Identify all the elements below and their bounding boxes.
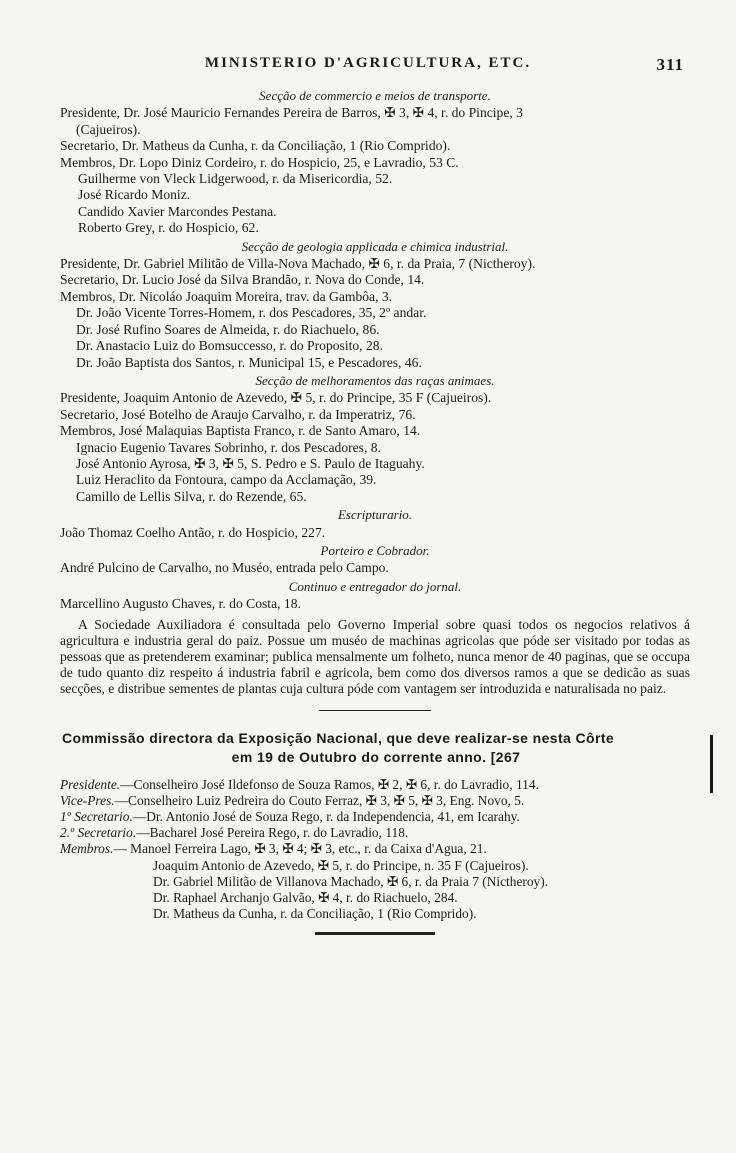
entry-label: Membros. (60, 841, 114, 857)
text-line: Dr. Anastacio Luiz do Bomsuccesso, r. do Proposito, 28. (76, 338, 383, 354)
text-line: Secretario, José Botelho de Araujo Carvalho, r. da Imperatriz, 76. (60, 406, 416, 422)
text-line: Marcellino Augusto Chaves, r. do Costa, 18. (60, 596, 301, 612)
entry-text: —Dr. Antonio José de Souza Rego, r. da Independencia, 41, em Icarahy. (132, 809, 520, 825)
entry-label: 2.º Secretario. (60, 825, 137, 841)
text-line: André Pulcino de Carvalho, no Muséo, entrada pelo Campo. (60, 560, 389, 576)
section-heading: Porteiro e Cobrador. (320, 542, 430, 558)
text-line: Presidente, Dr. Gabriel Militão de Villa-Nova Machado, ✠ 6, r. da Praia, 7 (Nictheroy). (60, 256, 536, 272)
commission-entry (60, 777, 690, 793)
commission-member: Dr. Matheus da Cunha, r. da Conciliação, 1 (Rio Comprido). (153, 906, 477, 922)
text-line: Secretario, Dr. Matheus da Cunha, r. da Conciliação, 1 (Rio Comprido). (60, 138, 451, 154)
section-geologia (60, 239, 690, 371)
commission-list (60, 777, 690, 923)
page-content (60, 86, 690, 935)
commission-member: Dr. Gabriel Militão de Villanova Machado, ✠ 6, r. da Praia 7 (Nictheroy). (153, 873, 549, 889)
section-divider (319, 710, 431, 711)
entry-text: —Bacharel José Pereira Rego, r. do Lavradio, 118. (136, 825, 409, 841)
section-escripturario (60, 507, 690, 541)
commission-entry (60, 793, 690, 809)
text-line: Guilherme von Vleck Lidgerwood, r. da Misericordia, 52. (78, 171, 393, 187)
commission-entry (60, 809, 690, 825)
section-heading: Secção de geologia applicada e chimica industrial. (241, 238, 509, 254)
text-line: José Antonio Ayrosa, ✠ 3, ✠ 5, S. Pedro e S. Paulo de Itaguahy. (76, 455, 425, 471)
text-line: Membros, Dr. Nicoláo Joaquim Moreira, trav. da Gambôa, 3. (60, 288, 393, 304)
page-header (0, 55, 736, 72)
commission-title (60, 729, 690, 767)
text-line: Membros, José Malaquias Baptista Franco, r. de Santo Amaro, 14. (60, 423, 421, 439)
section-heading: Continuo e entregador do jornal. (288, 578, 462, 594)
text-line: Luiz Heraclito da Fontoura, campo da Acclamação, 39. (76, 472, 377, 488)
text-line: Roberto Grey, r. do Hospicio, 62. (78, 220, 259, 236)
text-line: Dr. João Baptista dos Santos, r. Municipal 15, e Pescadores, 46. (76, 354, 422, 370)
text-line: Presidente, Joaquim Antonio de Azevedo, ✠ 5, r. do Principe, 35 F (Cajueiros). (60, 390, 492, 406)
text-line: Membros, Dr. Lopo Diniz Cordeiro, r. do Hospicio, 25, e Lavradio, 53 C. (60, 154, 459, 170)
page-number: 311 (656, 55, 684, 74)
text-line: Secretario, Dr. Lucio José da Silva Brandão, r. Nova do Conde, 14. (60, 272, 425, 288)
text-line: Ignacio Eugenio Tavares Sobrinho, r. dos Pescadores, 8. (76, 439, 381, 455)
section-heading: Escripturario. (337, 507, 413, 523)
entry-label: 1º Secretario. (60, 809, 133, 825)
section-continuo (60, 579, 690, 613)
section-heading: Secção de commercio e meios de transporte. (259, 88, 491, 103)
entry-label: Vice-Pres. (60, 792, 115, 808)
entry-label: Presidente. (60, 776, 121, 792)
commission-entry (60, 825, 690, 841)
text-line: (Cajueiros). (76, 121, 141, 137)
entry-text: —Conselheiro Luiz Pedreira do Couto Ferraz, ✠ 3, ✠ 5, ✠ 3, Eng. Novo, 5. (114, 792, 525, 808)
end-divider (315, 932, 435, 935)
text-line: João Thomaz Coelho Antão, r. do Hospicio, 227. (60, 524, 326, 540)
text-line: José Ricardo Moniz. (78, 187, 191, 203)
section-heading: Secção de melhoramentos das raças animaes. (255, 372, 495, 388)
entry-text: —Conselheiro José Ildefonso de Souza Ramos, ✠ 2, ✠ 6, r. do Lavradio, 114. (120, 776, 539, 792)
text-line: Camillo de Lellis Silva, r. do Rezende, 65. (76, 488, 307, 504)
text-line: Candido Xavier Marcondes Pestana. (78, 203, 277, 219)
text-line: Presidente, Dr. José Mauricio Fernandes Pereira de Barros, ✠ 3, ✠ 4, r. do Pincipe, 3 (60, 105, 523, 121)
text-line: Dr. João Vicente Torres-Homem, r. dos Pescadores, 35, 2º andar. (76, 305, 427, 321)
commission-member: Dr. Raphael Archanjo Galvão, ✠ 4, r. do Riachuelo, 284. (153, 890, 458, 906)
section-commercio (60, 88, 690, 237)
commission-member: Joaquim Antonio de Azevedo, ✠ 5, r. do Principe, n. 35 F (Cajueiros). (153, 857, 529, 873)
section-racas-animaes (60, 373, 690, 505)
section-porteiro (60, 543, 690, 577)
commission-entry (60, 841, 690, 857)
body-paragraph: A Sociedade Auxiliadora é consultada pelo Governo Imperial sobre quasi todos os negocios relativos á agricultura e industria geral do paiz. Possue um muséo de machinas agricolas que póde ser visitado por todas as pessoas que as pretenderem examinar; publica mensalmente um folheto, nunca menor de 40 paginas, que se occupa de tudo quanto diz respeito á industria fabril e agricola, bem como dos diversos ramos a que se dedicão as suas secções, e distribue sementes de plantas cuja cultura póde com vantagem ser introduzida e naturalisada no paiz. (60, 616, 690, 697)
text-line: Dr. José Rufino Soares de Almeida, r. do Riachuelo, 86. (76, 321, 380, 337)
running-title: MINISTERIO D'AGRICULTURA, ETC. (204, 55, 532, 71)
margin-mark (710, 735, 713, 793)
entry-text: — Manoel Ferreira Lago, ✠ 3, ✠ 4; ✠ 3, etc., r. da Caixa d'Agua, 21. (113, 841, 487, 857)
commission-title-line1: Commissão directora da Exposição Nacional, que deve realizar-se nesta Côrte (62, 729, 615, 746)
commission-title-line2: em 19 de Outubro do corrente anno. [267 (231, 748, 521, 765)
